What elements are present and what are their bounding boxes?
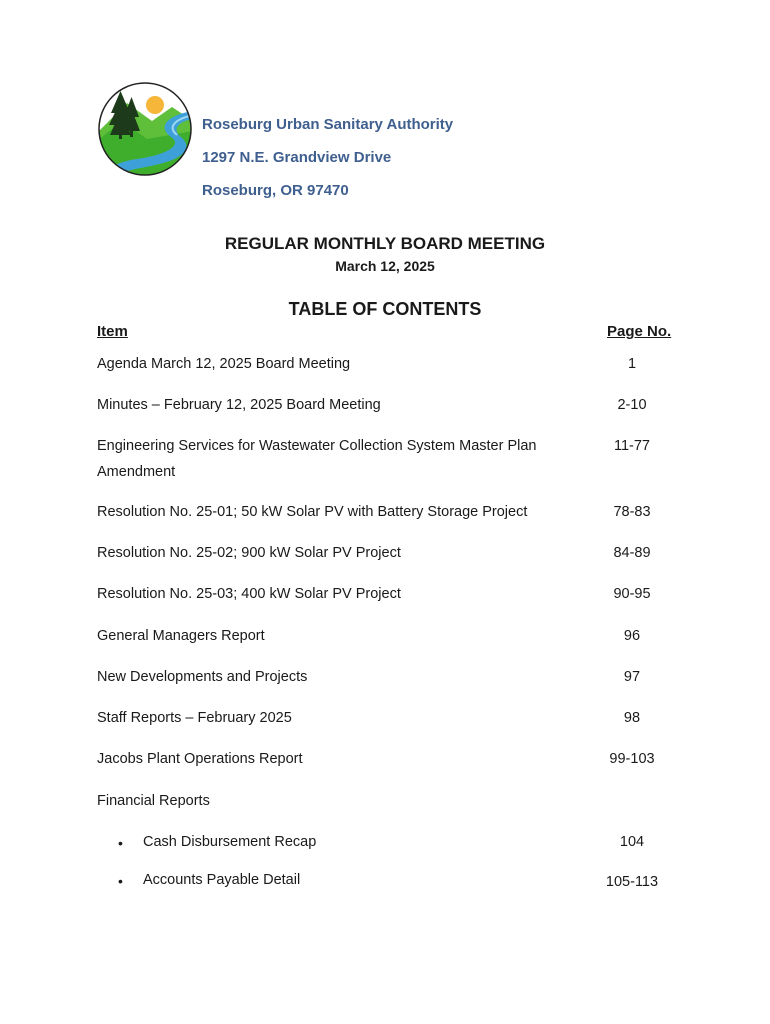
toc-row-page: 90-95 bbox=[613, 586, 651, 602]
toc-row-item: Agenda March 12, 2025 Board Meeting bbox=[97, 356, 351, 372]
toc-row-item: Resolution No. 25-01; 50 kW Solar PV with Battery Storage Project bbox=[97, 504, 528, 520]
toc-col-page: Page No. bbox=[607, 323, 672, 340]
toc-row-page: 1 bbox=[627, 356, 637, 372]
toc-row-page: 84-89 bbox=[613, 545, 651, 561]
toc-row-page: 78-83 bbox=[613, 504, 651, 520]
toc-row-page: 2-10 bbox=[617, 397, 647, 413]
meeting-title: REGULAR MONTHLY BOARD MEETING bbox=[224, 234, 546, 253]
toc-subitem: Accounts Payable Detail bbox=[143, 872, 301, 888]
toc-row-item: New Developments and Projects bbox=[97, 669, 308, 685]
org-address: 1297 N.E. Grandview Drive bbox=[202, 149, 392, 166]
toc-title: TABLE OF CONTENTS bbox=[288, 299, 482, 319]
toc-row-item: Jacobs Plant Operations Report bbox=[97, 751, 303, 767]
toc-row-page: 97 bbox=[623, 669, 641, 685]
toc-col-item: Item bbox=[97, 323, 128, 340]
toc-subitem: Cash Disbursement Recap bbox=[143, 834, 317, 850]
org-name: Roseburg Urban Sanitary Authority bbox=[202, 116, 454, 133]
org-city: Roseburg, OR 97470 bbox=[202, 182, 349, 199]
toc-row-page: 99-103 bbox=[609, 751, 655, 767]
toc-row-page: 11-77 bbox=[613, 438, 650, 454]
toc-row-page: 98 bbox=[623, 710, 641, 726]
toc-subitem-page: 105-113 bbox=[605, 874, 659, 890]
toc-subitem-page: 104 bbox=[619, 834, 645, 850]
toc-row-item: Financial Reports bbox=[97, 793, 210, 809]
toc-row-item: Staff Reports – February 2025 bbox=[97, 710, 292, 726]
toc-row-item: Minutes – February 12, 2025 Board Meeting bbox=[97, 397, 381, 413]
bullet-marker: • bbox=[118, 873, 123, 889]
toc-row-item: Engineering Services for Wastewater Collection System Master Plan Amendment bbox=[97, 438, 537, 480]
bullet-marker: • bbox=[118, 835, 123, 851]
meeting-date: March 12, 2025 bbox=[335, 258, 435, 274]
toc-row-page: 96 bbox=[623, 628, 641, 644]
toc-row-item: Resolution No. 25-03; 400 kW Solar PV Project bbox=[97, 586, 401, 602]
toc-row-item: General Managers Report bbox=[97, 628, 265, 644]
toc-row-item: Resolution No. 25-02; 900 kW Solar PV Project bbox=[97, 545, 401, 561]
river-mountain-trees-logo-icon bbox=[97, 81, 193, 177]
